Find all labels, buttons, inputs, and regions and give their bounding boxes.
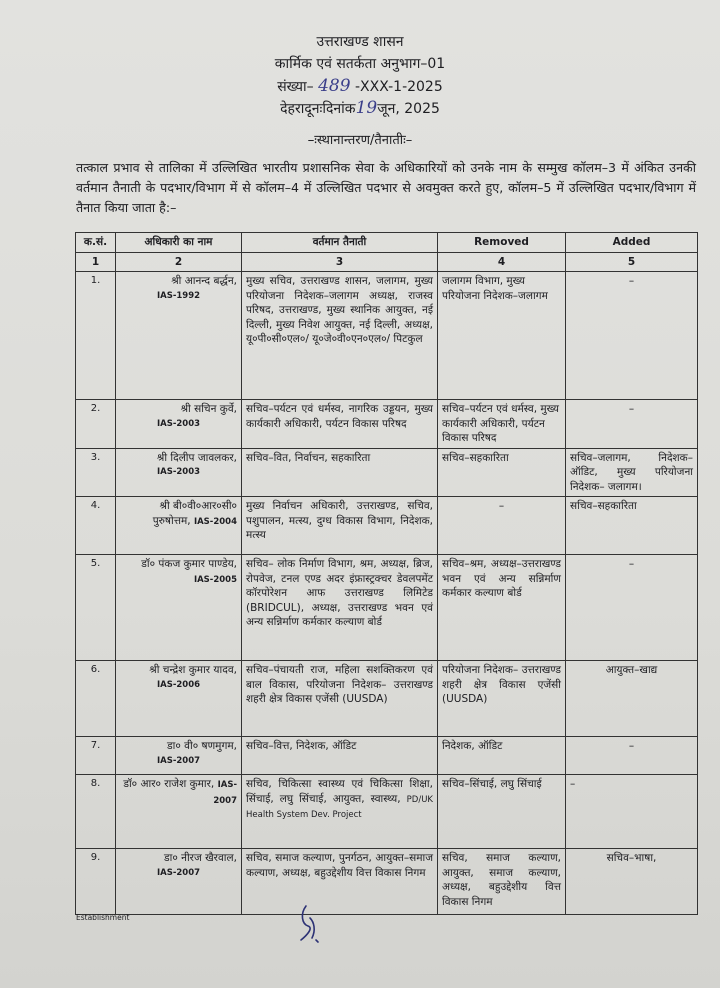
govt-title: उत्तराखण्ड शासन — [316, 34, 404, 50]
removed-posting: सचिव–सिंचाई, लघु सिंचाई — [438, 775, 566, 849]
header-removed: Removed — [438, 233, 566, 253]
added-posting: सचिव–सहकारिता — [566, 497, 698, 555]
added-posting: सचिव–जलागम, निदेशक–ऑडिट, मुख्य परियोजना निदेशक– जलागम। — [566, 448, 698, 497]
serial-number: 9. — [76, 849, 116, 915]
current-posting: सचिव– लोक निर्माण विभाग, श्रम, अध्यक्ष, ब्रिज, रोपवेज, टनल एण्ड अदर इंफ्रास्ट्रक्चर डेवलपमेंट कॉरपोरेशन आफ उत्तराखण्ड लिमिटेड (BRIDCUL), अध्यक्ष, उत्तराखण्ड भवन एवं अन्य सन्निर्माण कर्मकार कल्याण बोर्ड — [242, 555, 438, 661]
added-posting: – — [566, 555, 698, 661]
officer-name: डा० नीरज खैरवाल, IAS-2007 — [116, 849, 242, 915]
removed-posting: सचिव–श्रम, अध्यक्ष–उत्तराखण्ड भवन एवं अन्य सन्निर्माण कर्मकार कल्याण बोर्ड — [438, 555, 566, 661]
ias-batch: IAS-2007 — [156, 755, 201, 766]
ias-batch: IAS-2003 — [156, 418, 201, 429]
table-row — [76, 497, 698, 555]
officer-name: डॉ० आर० राजेश कुमार, IAS-2007 — [116, 775, 242, 849]
header-added: Added — [566, 233, 698, 253]
table-row — [76, 555, 698, 661]
ias-batch: IAS-1992 — [156, 290, 201, 301]
current-posting: मुख्य सचिव, उत्तराखण्ड शासन, जलागम, मुख्य परियोजना निदेशक–जलागम अध्यक्ष, राजस्व परिषद, उत्तराखण्ड, मुख्य स्थानिक आयुक्त, नई दिल्ली, मुख्य निवेश आयुक्त, नई दिल्ली, अध्यक्ष, यू०पी०सी०एल०/ यू०जे०वी०एन०एल०/ पिटकुल — [242, 272, 438, 400]
table-row — [76, 737, 698, 775]
ias-batch: IAS-2007 — [213, 780, 237, 806]
added-posting: – — [566, 737, 698, 775]
current-posting: सचिव–वित, निर्वाचन, सहकारिता — [242, 448, 438, 497]
serial-number: 5. — [76, 555, 116, 661]
table-row — [76, 448, 698, 497]
header-officer-name: अधिकारी का नाम — [116, 233, 242, 253]
ias-batch: IAS-2005 — [193, 574, 237, 585]
header-serial: क.सं. — [76, 233, 116, 253]
officer-name: श्री चन्द्रेश कुमार यादव, IAS-2006 — [116, 661, 242, 737]
current-posting: सचिव, चिकित्सा स्वास्थ्य एवं चिकित्सा शिक्षा, सिंचाई, लघु सिंचाई, आयुक्त, स्वास्थ्य, PD/UK Health System Dev. Project — [242, 775, 438, 849]
serial-number: 4. — [76, 497, 116, 555]
officer-name: श्री बी०वी०आर०सी० पुरुषोत्तम, IAS-2004 — [116, 497, 242, 555]
reference-number: संख्या– 489 -XXX-1-2025 — [277, 76, 443, 96]
handwritten-date: 19 — [355, 98, 378, 118]
removed-posting: सचिव, समाज कल्याण, आयुक्त, समाज कल्याण, अध्यक्ष, बहुउद्देशीय वित्त विकास निगम — [438, 849, 566, 915]
establishment-note: Establishment — [76, 913, 130, 922]
header-current-posting: वर्तमान तैनाती — [242, 233, 438, 253]
table-header-row — [76, 233, 698, 253]
ias-batch: IAS-2004 — [193, 516, 237, 527]
officer-name: श्री सचिन कुर्वे, IAS-2003 — [116, 400, 242, 449]
handwritten-ref-number: 489 — [318, 76, 351, 96]
table-row — [76, 661, 698, 737]
serial-number: 1. — [76, 272, 116, 400]
issue-date: देहरादूनःदिनांक19जून, 2025 — [280, 98, 440, 118]
removed-posting: सचिव–सहकारिता — [438, 448, 566, 497]
intro-paragraph: तत्काल प्रभाव से तालिका में उल्लिखित भारतीय प्रशासनिक सेवा के अधिकारियों को उनके नाम के सम्मुख कॉलम–3 में अंकित उनकी वर्तमान तैनाती के पदभार/विभाग में से कॉलम–4 में उल्लिखित पदभार से अवमुक्त करते हुए, कॉलम–5 में उल्लिखित पदभार/विभाग में तैनात किया जाता है:– — [76, 160, 696, 215]
table-row — [76, 775, 698, 849]
serial-number: 8. — [76, 775, 116, 849]
added-posting: – — [566, 272, 698, 400]
added-posting: – — [566, 400, 698, 449]
ias-batch: IAS-2006 — [156, 679, 201, 690]
removed-posting: निदेशक, ऑडिट — [438, 737, 566, 775]
serial-number: 6. — [76, 661, 116, 737]
added-posting: सचिव–भाषा, — [566, 849, 698, 915]
serial-number: 3. — [76, 448, 116, 497]
signature-mark — [292, 900, 332, 946]
ias-batch: IAS-2007 — [156, 867, 201, 878]
table-row — [76, 400, 698, 449]
removed-posting: – — [438, 497, 566, 555]
serial-number: 7. — [76, 737, 116, 775]
removed-posting: जलागम विभाग, मुख्य परियोजना निदेशक–जलागम — [438, 272, 566, 400]
department-title: कार्मिक एवं सतर्कता अनुभाग–01 — [274, 56, 446, 72]
current-posting: मुख्य निर्वाचन अधिकारी, उत्तराखण्ड, सचिव, पशुपालन, मत्स्य, दुग्ध विकास विभाग, निदेशक, मत्स्य — [242, 497, 438, 555]
serial-number: 2. — [76, 400, 116, 449]
current-posting: सचिव–पंचायती राज, महिला सशक्तिकरण एवं बाल विकास, परियोजना निदेशक– उत्तराखण्ड शहरी क्षेत्र विकास एजेंसी (UUSDA) — [242, 661, 438, 737]
officer-name: डॉ० पंकज कुमार पाण्डेय, IAS-2005 — [116, 555, 242, 661]
subject-line: –ःस्थानान्तरण/तैनातीः– — [307, 133, 413, 148]
current-posting: सचिव–पर्यटन एवं धर्मस्व, नागरिक उड्डयन, मुख्य कार्यकारी अधिकारी, पर्यटन विकास परिषद — [242, 400, 438, 449]
ias-batch: IAS-2003 — [156, 467, 201, 477]
officer-name: श्री आनन्द बर्द्धन, IAS-1992 — [116, 272, 242, 400]
removed-posting: परियोजना निदेशक– उत्तराखण्ड शहरी क्षेत्र विकास एजेंसी (UUSDA) — [438, 661, 566, 737]
removed-posting: सचिव–पर्यटन एवं धर्मस्व, मुख्य कार्यकारी अधिकारी, पर्यटन विकास परिषद — [438, 400, 566, 449]
added-posting: आयुक्त–खाद्य — [566, 661, 698, 737]
current-posting: सचिव, समाज कल्याण, पुनर्गठन, आयुक्त–समाज कल्याण, अध्यक्ष, बहुउद्देशीय वित्त विकास निगम — [242, 849, 438, 915]
officer-name: श्री दिलीप जावलकर, IAS-2003 — [116, 448, 242, 497]
column-number-row: 1 2 3 4 5 — [76, 252, 698, 272]
current-posting: सचिव–वित्त, निदेशक, ऑडिट — [242, 737, 438, 775]
added-posting: – — [566, 775, 698, 849]
officer-name: डा० वी० षणमुगम, IAS-2007 — [116, 737, 242, 775]
table-row — [76, 849, 698, 915]
transfer-table — [75, 232, 698, 915]
table-row — [76, 272, 698, 400]
